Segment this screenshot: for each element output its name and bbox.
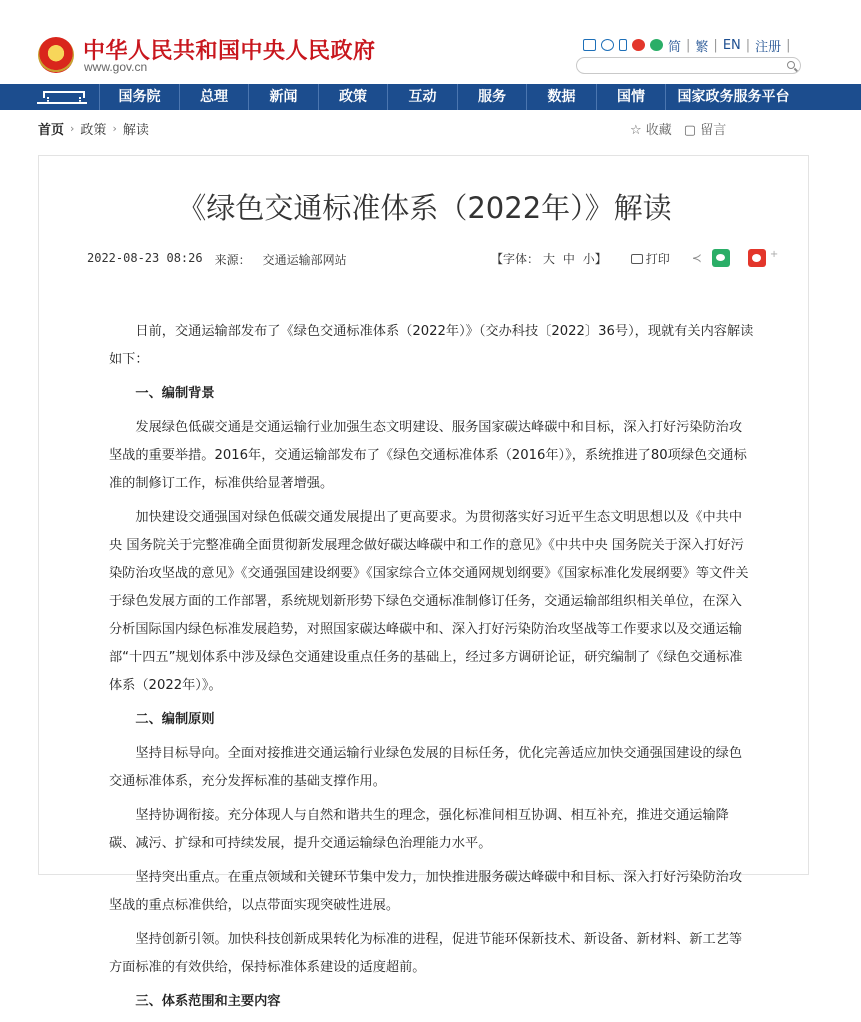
source-link[interactable]: 交通运输部网站 (262, 253, 347, 267)
breadcrumb-current[interactable]: 解读 (122, 123, 149, 138)
section-heading: 二、编制原则 (135, 712, 215, 727)
divider: | (713, 37, 718, 53)
nav-item-national-info[interactable]: 国情 (597, 84, 666, 110)
phone-icon[interactable] (619, 39, 627, 51)
lang-traditional-link[interactable]: 繁 (695, 39, 709, 55)
nav-item-interaction[interactable]: 互动 (388, 84, 458, 110)
article-paragraph: 坚持突出重点。在重点领域和关键环节集中发力，加快推进服务碳达峰碳中和目标、深入打好污染防治攻坚战的重点标准供给，以点带面实现突破性进展。 (109, 870, 743, 913)
lang-english-link[interactable]: EN (722, 37, 741, 53)
page-actions (630, 119, 726, 138)
nav-item-state-council[interactable]: 国务院 (100, 84, 180, 110)
section-heading: 一、编制背景 (135, 386, 215, 401)
article-card (38, 155, 809, 1009)
font-large-button[interactable]: 大 (543, 251, 556, 266)
breadcrumb-policy-link[interactable]: 政策 (80, 123, 107, 138)
search-icon[interactable] (787, 61, 795, 69)
print-button[interactable] (631, 250, 670, 267)
article-paragraph: 发展绿色低碳交通是交通运输行业加强生态文明建设、服务国家碳达峰碳中和目标，深入打好污染防治攻坚战的重要举措。2016年，交通运输部发布了《绿色交通标准体系（2016年）》，系统推进了80项绿色交通标准的制修订工作，标准供给显著增强。 (109, 420, 747, 491)
favorite-button[interactable]: ☆ 收藏 (630, 123, 672, 138)
article-paragraph: 坚持协调衔接。充分体现人与自然和谐共生的理念，强化标准间相互协调、相互补充，推进交通运输降碳、减污、扩绿和可持续发展，提升交通运输绿色治理能力水平。 (109, 808, 729, 851)
article-tools (491, 249, 778, 267)
wechat-icon[interactable] (650, 39, 663, 51)
share-icon[interactable]: ≺ (691, 251, 702, 265)
weibo-share-button[interactable] (748, 249, 766, 267)
mail-icon[interactable] (583, 39, 596, 51)
printer-icon (631, 254, 643, 264)
site-header (0, 0, 861, 84)
nav-item-news[interactable]: 新闻 (249, 84, 319, 110)
comment-icon: ▢ (683, 123, 697, 138)
article-paragraph: 坚持目标导向。全面对接推进交通运输行业绿色发展的目标任务，优化完善适应加快交通强国建设的绿色交通标准体系，充分发挥标准的基础支撑作用。 (109, 746, 743, 789)
breadcrumb (38, 119, 149, 138)
building-icon (37, 91, 87, 104)
source-label: 来源： (214, 253, 251, 267)
font-size-control (491, 250, 607, 267)
weibo-icon[interactable] (632, 39, 645, 51)
font-small-button[interactable]: 小 (582, 251, 595, 266)
section-heading: 三、体系范围和主要内容 (135, 994, 281, 1009)
font-size-bracket: 】 (594, 251, 607, 266)
nav-item-policy[interactable]: 政策 (319, 84, 388, 110)
site-url: www.gov.cn (84, 60, 148, 74)
breadcrumb-home-link[interactable]: 首页 (38, 123, 65, 138)
article-paragraph: 日前，交通运输部发布了《绿色交通标准体系（2022年）》（交办科技〔2022〕36号），现就有关内容解读如下： (109, 324, 754, 367)
message-icon[interactable] (601, 39, 614, 51)
top-toolbar (583, 37, 791, 53)
divider: | (745, 37, 751, 53)
nav-item-data[interactable]: 数据 (527, 84, 597, 110)
nav-item-services[interactable]: 服务 (458, 84, 527, 110)
article-body (109, 318, 755, 1022)
search-input[interactable] (576, 57, 801, 74)
main-nav (0, 84, 861, 110)
font-size-label: 【字体： (491, 251, 540, 266)
divider: | (786, 37, 791, 53)
article-paragraph: 加快建设交通强国对绿色低碳交通发展提出了更高要求。为贯彻落实好习近平生态文明思想以及《中共中央 国务院关于完整准确全面贯彻新发展理念做好碳达峰碳中和工作的意见》《中共中央 国务院关于深入打好污染防治攻坚战的意见》《交通强国建设纲要》《国家综合立体交通网规划纲要》《国家标准化发展纲要》等文件关于绿色发展方面的工作部署，系统规划新形势下绿色交通标准制修订任务，交通运输部组织相关单位，在深入分析国际国内绿色标准发展趋势，对照国家碳达峰碳中和、深入打好污染防治攻坚战等工作要求以及交通运输部“十四五”规划体系中涉及绿色交通建设重点任务的基础上，经过多方调研论证，研究编制了《绿色交通标准体系（2022年）》。 (109, 510, 749, 693)
wechat-share-button[interactable] (712, 249, 730, 267)
print-label: 打印 (645, 251, 670, 266)
article-meta (87, 251, 347, 268)
chevron-right-icon: › (112, 122, 117, 135)
nav-item-gov-service-platform[interactable]: 国家政务服务平台 (677, 89, 790, 105)
article-paragraph: 坚持创新引领。加快科技创新成果转化为标准的进程，促进节能环保新技术、新设备、新材料、新工艺等方面标准的有效供给，保持标准体系建设的适度超前。 (109, 932, 743, 975)
divider: | (686, 37, 691, 53)
register-link[interactable]: 注册 (755, 39, 782, 55)
article-title: 《绿色交通标准体系（2022年）》解读 (177, 191, 672, 225)
lang-simplified-link[interactable]: 简 (668, 39, 682, 55)
comment-label: 留言 (700, 123, 727, 138)
chevron-right-icon: › (70, 122, 75, 135)
font-medium-button[interactable]: 中 (562, 251, 575, 266)
site-title[interactable]: 中华人民共和国中央人民政府 (83, 38, 376, 64)
national-emblem-icon[interactable] (38, 37, 74, 73)
plus-icon[interactable]: + (769, 248, 779, 260)
nav-item-premier[interactable]: 总理 (180, 84, 249, 110)
nav-home-button[interactable] (0, 84, 100, 110)
comment-button[interactable] (684, 119, 726, 138)
publish-date: 2022-08-23 08:26 (87, 251, 203, 265)
